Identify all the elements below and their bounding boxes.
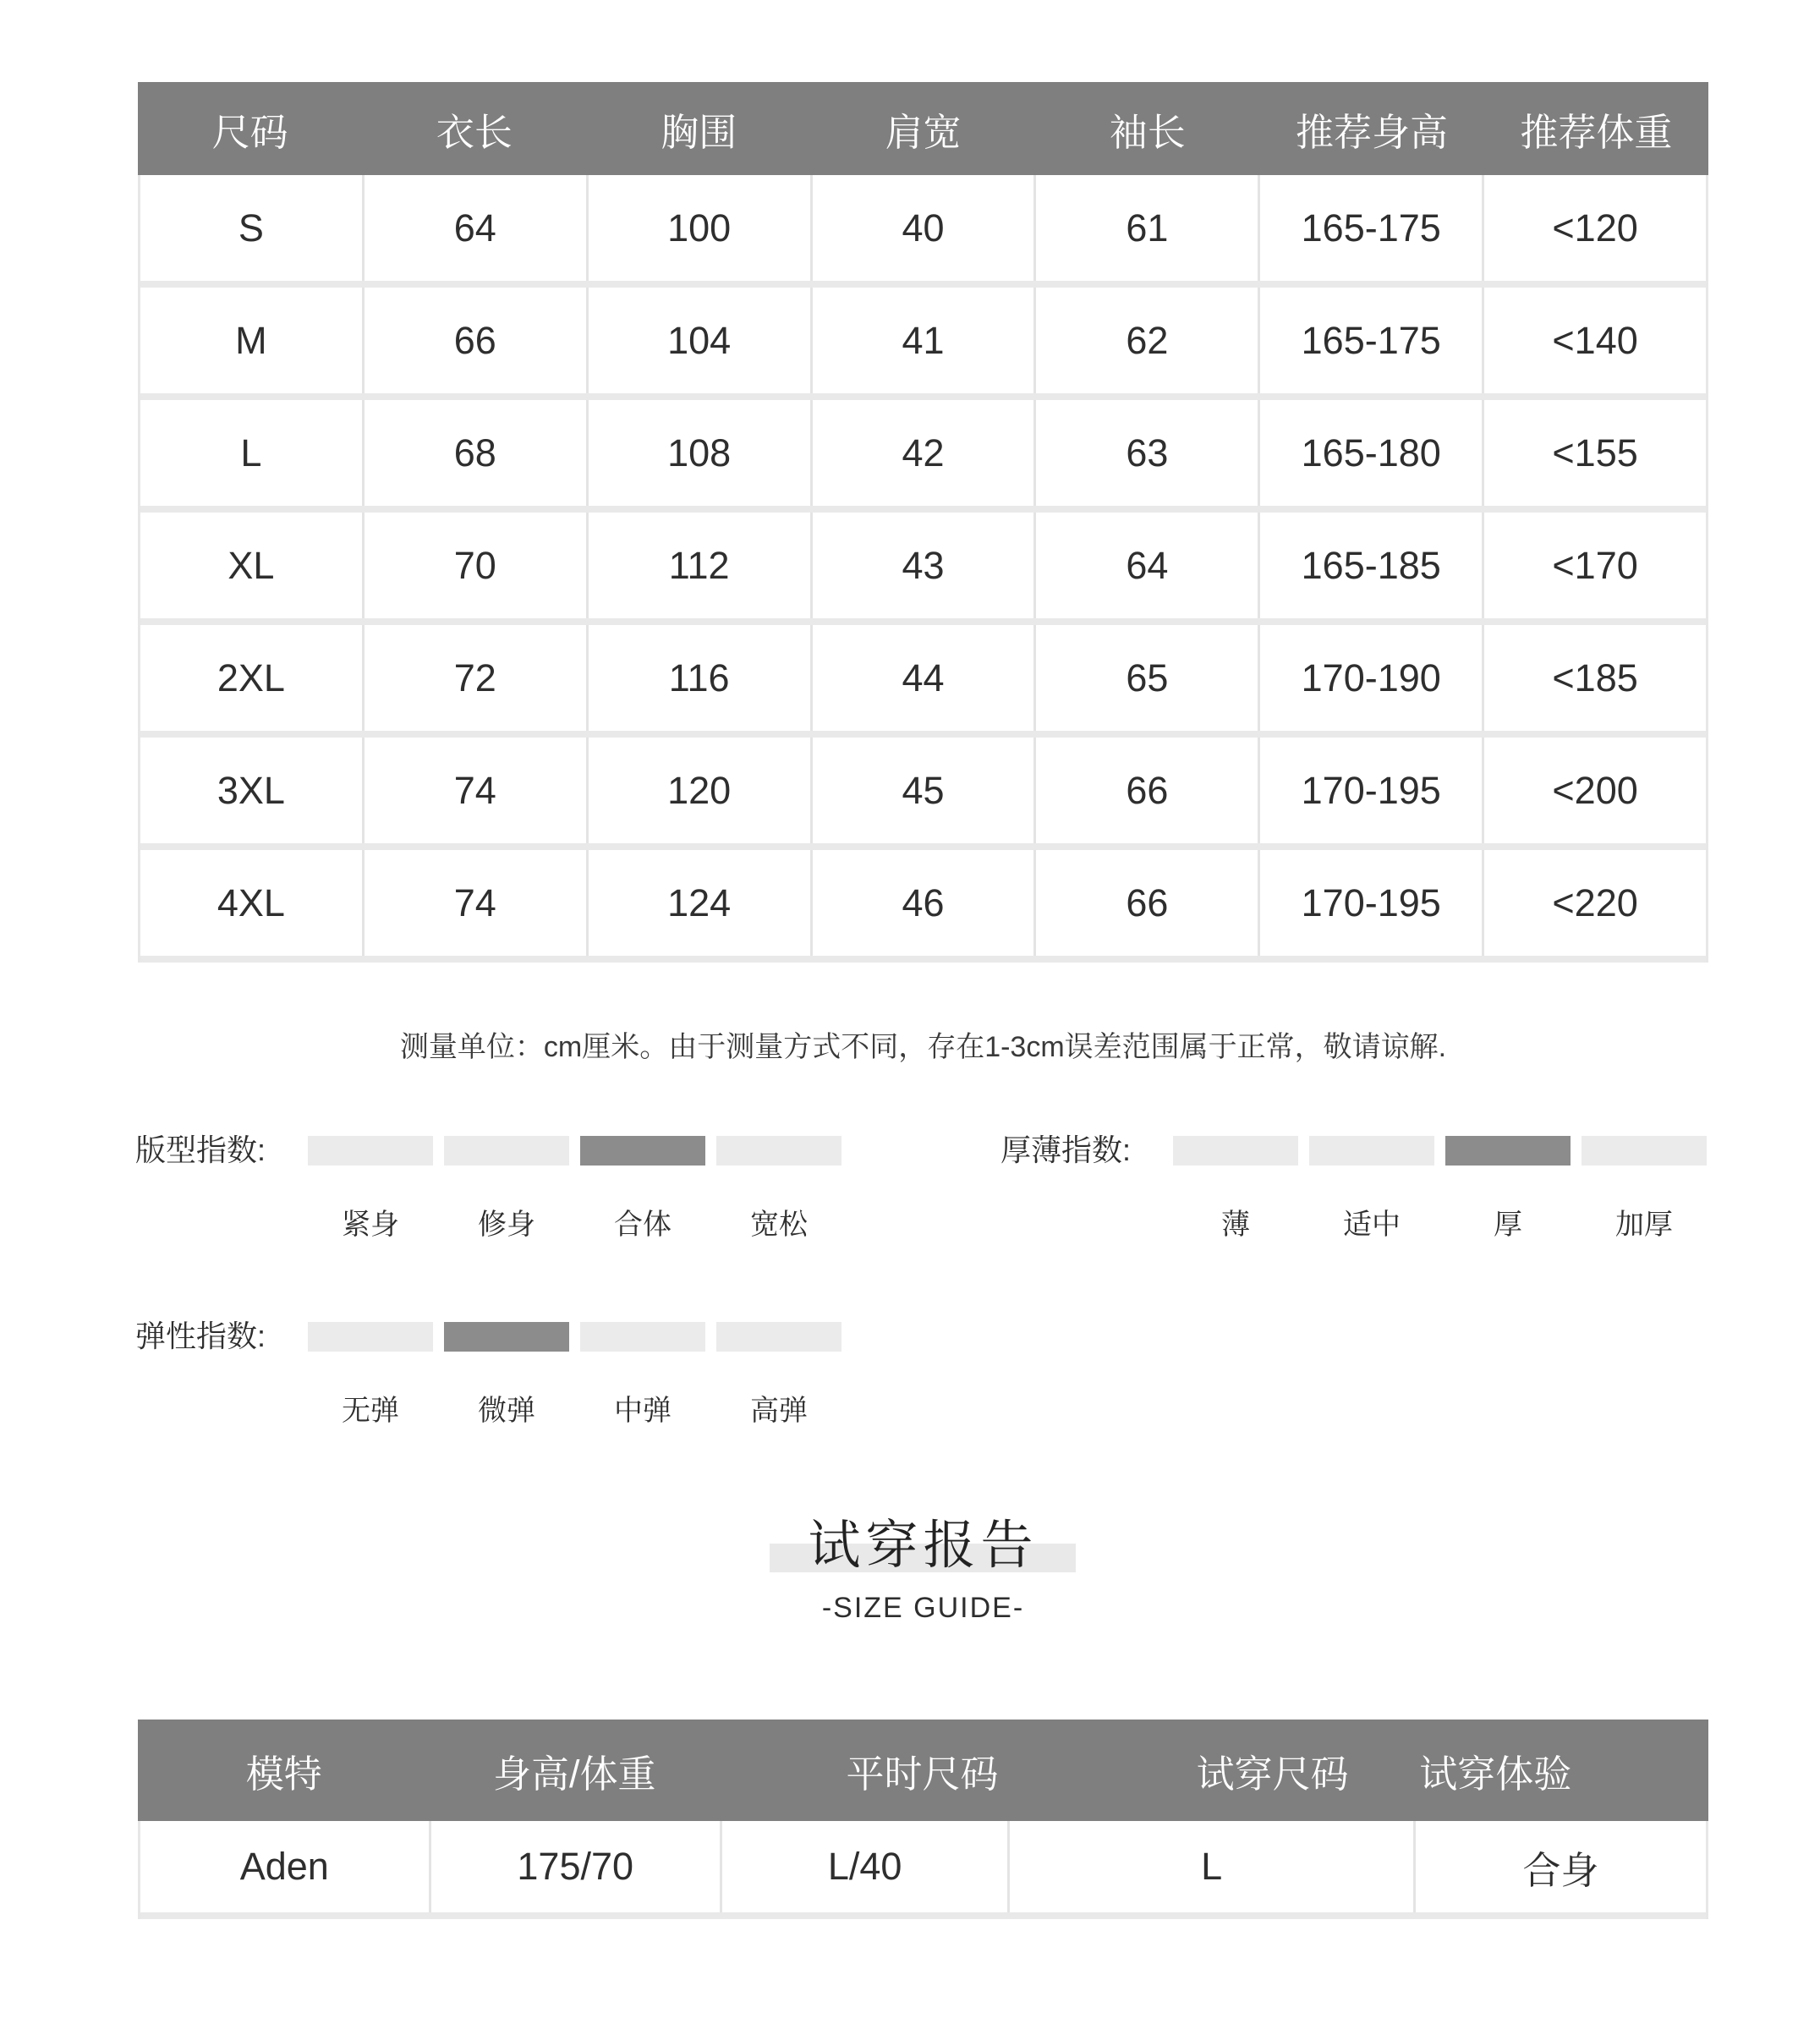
chest-cell: 124	[586, 850, 810, 956]
weight-cell: <170	[1482, 513, 1706, 618]
size-table-header-cell: 尺码	[211, 110, 288, 154]
model-name-cell: Aden	[239, 1845, 329, 1888]
size-table-row	[140, 175, 1706, 288]
chest-cell: 104	[586, 288, 810, 393]
height-cell: 165-175	[1258, 175, 1482, 281]
index-option-label: 紧身	[342, 1209, 399, 1241]
index-option-label: 高弹	[750, 1395, 808, 1427]
index-option-label: 厚	[1494, 1209, 1522, 1241]
sleeve-cell: 63	[1033, 400, 1258, 506]
index-option-bar	[1173, 1136, 1298, 1166]
fit-index-option	[444, 1125, 569, 1242]
size-table-row	[140, 400, 1706, 513]
model-table-header-cell: 身高/体重	[492, 1752, 656, 1796]
elasticity-index-group	[135, 1311, 841, 1429]
size-table-header	[138, 82, 1708, 175]
fit-index-label: 版型指数:	[135, 1133, 266, 1167]
shoulder-cell: 43	[810, 513, 1034, 618]
model-table-header-cell: 模特	[245, 1752, 322, 1796]
length-cell: 64	[362, 175, 586, 281]
index-option-label: 中弹	[614, 1395, 672, 1427]
thickness-index-group	[1000, 1125, 1707, 1242]
sleeve-cell: 66	[1033, 738, 1258, 843]
size-table-header-cell: 推荐体重	[1520, 110, 1673, 154]
length-cell: 74	[362, 850, 586, 956]
sleeve-cell: 62	[1033, 288, 1258, 393]
weight-cell: <140	[1482, 288, 1706, 393]
height-cell: 165-180	[1258, 400, 1482, 506]
chest-cell: 100	[586, 175, 810, 281]
weight-cell: <200	[1482, 738, 1706, 843]
length-cell: 70	[362, 513, 586, 618]
shoulder-cell: 41	[810, 288, 1034, 393]
elasticity-index-option	[580, 1311, 705, 1429]
size-cell: M	[235, 318, 267, 362]
model-fit-table	[138, 1720, 1708, 1919]
length-cell: 68	[362, 400, 586, 506]
model-fit-feel-cell: 合身	[1413, 1821, 1706, 1912]
index-option-bar	[308, 1136, 433, 1166]
chest-cell: 112	[586, 513, 810, 618]
model-table-body	[138, 1821, 1708, 1919]
chest-cell: 116	[586, 625, 810, 731]
size-cell: L	[240, 431, 262, 474]
size-guide-title-wrap	[808, 1519, 1038, 1573]
size-table-header-cell: 衣长	[436, 110, 513, 154]
fit-index-options	[308, 1125, 841, 1242]
model-table-header-cell: 平时尺码	[846, 1752, 999, 1796]
size-table-header-cell: 推荐身高	[1296, 110, 1449, 154]
elasticity-index-option	[716, 1311, 841, 1429]
index-option-label: 微弹	[478, 1395, 535, 1427]
shoulder-cell: 46	[810, 850, 1034, 956]
sleeve-cell: 65	[1033, 625, 1258, 731]
index-option-label: 加厚	[1615, 1209, 1673, 1241]
measurement-note: 测量单位：cm厘米。由于测量方式不同，存在1-3cm误差范围属于正常，敬请谅解.	[399, 1031, 1447, 1063]
elasticity-index-option	[444, 1311, 569, 1429]
index-option-bar	[1582, 1136, 1707, 1166]
index-option-bar	[1309, 1136, 1434, 1166]
index-option-bar	[444, 1136, 569, 1166]
thickness-index-options	[1173, 1125, 1707, 1242]
index-option-bar	[444, 1322, 569, 1352]
height-cell: 170-195	[1258, 738, 1482, 843]
chest-cell: 108	[586, 400, 810, 506]
index-option-bar	[716, 1136, 841, 1166]
model-table-header-cell: 试穿尺码	[1196, 1752, 1349, 1796]
size-cell: 4XL	[217, 880, 285, 924]
model-table-header	[138, 1720, 1708, 1821]
thickness-index-option	[1173, 1125, 1298, 1242]
weight-cell: <220	[1482, 850, 1706, 956]
size-table-row	[140, 850, 1706, 963]
length-cell: 66	[362, 288, 586, 393]
weight-cell: <155	[1482, 400, 1706, 506]
size-table-row	[140, 738, 1706, 850]
size-table-header-cell: 袖长	[1109, 110, 1186, 154]
index-option-label: 薄	[1221, 1209, 1250, 1241]
chest-cell: 120	[586, 738, 810, 843]
size-table-row	[140, 288, 1706, 400]
size-table-header-cell: 胸围	[661, 110, 737, 154]
size-guide-subtitle: -SIZE GUIDE-	[821, 1592, 1025, 1624]
shoulder-cell: 40	[810, 175, 1034, 281]
index-option-bar	[716, 1322, 841, 1352]
thickness-index-option	[1445, 1125, 1571, 1242]
index-option-bar	[580, 1322, 705, 1352]
index-option-label: 适中	[1343, 1209, 1401, 1241]
fit-index-group	[135, 1125, 841, 1242]
model-usual-size-cell: L/40	[720, 1821, 1008, 1912]
sleeve-cell: 66	[1033, 850, 1258, 956]
thickness-index-label: 厚薄指数:	[1000, 1133, 1132, 1167]
size-cell: 3XL	[217, 768, 285, 812]
thickness-index-option	[1309, 1125, 1434, 1242]
shoulder-cell: 42	[810, 400, 1034, 506]
weight-cell: <120	[1482, 175, 1706, 281]
size-table-row	[140, 513, 1706, 625]
index-option-bar	[1445, 1136, 1571, 1166]
elasticity-index-label: 弹性指数:	[135, 1319, 266, 1353]
model-tried-size-cell: L	[1007, 1821, 1412, 1912]
elasticity-index-option	[308, 1311, 433, 1429]
model-height-weight-cell: 175/70	[429, 1821, 720, 1912]
size-table	[138, 82, 1708, 963]
model-table-row	[140, 1821, 1706, 1919]
size-cell: XL	[228, 543, 275, 587]
index-option-label: 修身	[478, 1209, 535, 1241]
height-cell: 165-175	[1258, 288, 1482, 393]
elasticity-index-options	[308, 1311, 841, 1429]
sleeve-cell: 64	[1033, 513, 1258, 618]
size-guide-section	[138, 1519, 1708, 1625]
weight-cell: <185	[1482, 625, 1706, 731]
fit-index-option	[308, 1125, 433, 1242]
size-guide-title: 试穿报告	[808, 1517, 1039, 1575]
index-option-label: 无弹	[342, 1395, 399, 1427]
thickness-index-option	[1582, 1125, 1707, 1242]
size-table-row	[140, 625, 1706, 738]
height-cell: 170-195	[1258, 850, 1482, 956]
height-cell: 170-190	[1258, 625, 1482, 731]
shoulder-cell: 44	[810, 625, 1034, 731]
length-cell: 74	[362, 738, 586, 843]
fit-index-option	[716, 1125, 841, 1242]
fit-index-option	[580, 1125, 705, 1242]
shoulder-cell: 45	[810, 738, 1034, 843]
size-table-body	[138, 175, 1708, 963]
size-cell: S	[238, 206, 264, 250]
index-option-bar	[308, 1322, 433, 1352]
model-table-header-cell: 试穿体验	[1419, 1752, 1572, 1796]
sleeve-cell: 61	[1033, 175, 1258, 281]
index-option-bar	[580, 1136, 705, 1166]
index-option-label: 合体	[614, 1209, 672, 1241]
index-option-label: 宽松	[750, 1209, 808, 1241]
height-cell: 165-185	[1258, 513, 1482, 618]
size-cell: 2XL	[217, 655, 285, 699]
size-table-header-cell: 肩宽	[885, 110, 962, 154]
length-cell: 72	[362, 625, 586, 731]
